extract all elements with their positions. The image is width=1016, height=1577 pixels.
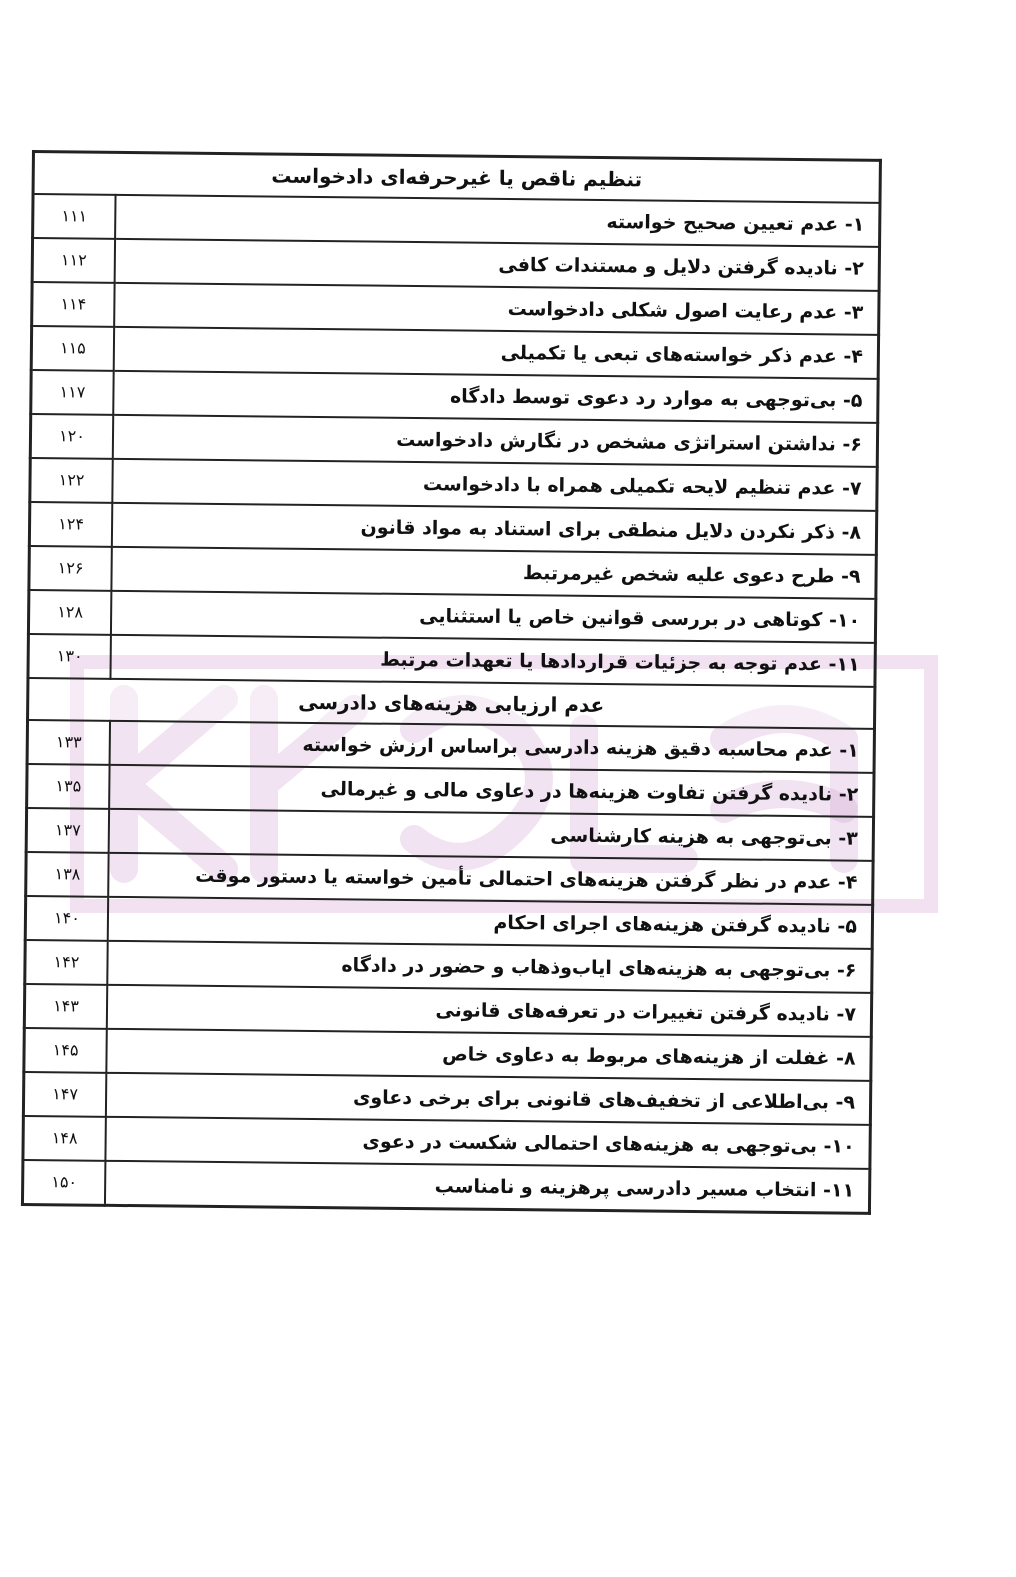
toc-entry-page-number: ۱۵۰ xyxy=(22,1160,105,1205)
toc-entry-page-number: ۱۱۱ xyxy=(33,194,116,239)
toc-entry-title: ۱۰- کوتاهی در بررسی قوانین خاص یا استثنایی xyxy=(111,591,876,643)
toc-entry-page-number: ۱۱۵ xyxy=(31,326,114,371)
toc-entry-title: ۵- نادیده گرفتن هزینه‌های اجرای احکام xyxy=(108,897,873,949)
toc-entry-page-number: ۱۱۲ xyxy=(32,238,115,283)
toc-entry-page-number: ۱۲۲ xyxy=(30,458,113,503)
toc-entry-title: ۳- بی‌توجهی به هزینه کارشناسی xyxy=(109,809,874,861)
toc-entry-title: ۳- عدم رعایت اصول شکلی دادخواست xyxy=(114,283,879,335)
toc-entry-page-number: ۱۱۷ xyxy=(31,370,114,415)
toc-entry-page-number: ۱۲۰ xyxy=(30,414,113,459)
toc-entry-title: ۲- نادیده گرفتن تفاوت هزینه‌ها در دعاوی مالی و غیرمالی xyxy=(109,765,874,817)
toc-entry-title: ۶- بی‌توجهی به هزینه‌های ایاب‌وذهاب و حضور در دادگاه xyxy=(107,941,872,993)
toc-entry-title: ۸- غفلت از هزینه‌های مربوط به دعاوی خاص xyxy=(106,1029,871,1081)
toc-entry-title: ۱۱- انتخاب مسیر دادرسی پرهزینه و نامناسب xyxy=(105,1161,870,1214)
toc-entry-page-number: ۱۴۷ xyxy=(23,1072,106,1117)
toc-entry-page-number: ۱۳۸ xyxy=(26,852,109,897)
table-of-contents xyxy=(21,150,882,1215)
toc-entry-title: ۱۱- عدم توجه به جزئیات قراردادها یا تعهدات مرتبط xyxy=(110,635,875,687)
toc-entry-page-number: ۱۲۸ xyxy=(28,590,111,635)
toc-entry-page-number: ۱۳۰ xyxy=(28,634,111,679)
toc-entry-page-number: ۱۳۷ xyxy=(26,808,109,853)
toc-entry-page-number: ۱۲۶ xyxy=(29,546,112,591)
toc-entry-title: ۸- ذکر نکردن دلایل منطقی برای استناد به مواد قانون xyxy=(112,503,877,555)
toc-entry-page-number: ۱۳۵ xyxy=(27,764,110,809)
toc-entry-page-number: ۱۴۸ xyxy=(23,1116,106,1161)
toc-entry-page-number: ۱۲۴ xyxy=(29,502,112,547)
toc-entry-title: ۱- عدم محاسبه دقیق هزینه دادرسی براساس ارزش خواسته xyxy=(110,721,875,773)
toc-entry-title: ۱- عدم تعیین صحیح خواسته xyxy=(115,195,880,247)
toc-entry-page-number: ۱۴۰ xyxy=(25,896,108,941)
toc-entry-title: ۹- بی‌اطلاعی از تخفیف‌های قانونی برای برخی دعاوی xyxy=(106,1073,871,1125)
toc-entry-page-number: ۱۳۳ xyxy=(27,720,110,765)
section-heading: تنظیم ناقص یا غیرحرفه‌ای دادخواست xyxy=(33,152,880,203)
toc-entry-page-number: ۱۴۳ xyxy=(24,984,107,1029)
toc-entry-page-number: ۱۴۲ xyxy=(25,940,108,985)
toc-entry-title: ۵- بی‌توجهی به موارد رد دعوی توسط دادگاه xyxy=(113,371,878,423)
toc-entry-title: ۴- عدم در نظر گرفتن هزینه‌های احتمالی تأمین خواسته یا دستور موقت xyxy=(108,853,873,905)
toc-entry-title: ۹- طرح دعوی علیه شخص غیرمرتبط xyxy=(111,547,876,599)
toc-body xyxy=(22,152,880,1214)
toc-entry-page-number: ۱۴۵ xyxy=(24,1028,107,1073)
section-heading: عدم ارزیابی هزینه‌های دادرسی xyxy=(28,678,875,729)
toc-entry-title: ۷- نادیده گرفتن تغییرات در تعرفه‌های قانونی xyxy=(107,985,872,1037)
toc-entry-title: ۱۰- بی‌توجهی به هزینه‌های احتمالی شکست در دعوی xyxy=(105,1117,870,1169)
toc-entry-title: ۶- نداشتن استراتژی مشخص در نگارش دادخواست xyxy=(113,415,878,467)
toc-entry-title: ۴- عدم ذکر خواسته‌های تبعی یا تکمیلی xyxy=(114,327,879,379)
toc-entry-title: ۷- عدم تنظیم لایحه تکمیلی همراه با دادخواست xyxy=(112,459,877,511)
toc-entry-title: ۲- نادیده گرفتن دلایل و مستندات کافی xyxy=(115,239,880,291)
toc-entry-row xyxy=(22,1160,869,1213)
toc-entry-page-number: ۱۱۴ xyxy=(32,282,115,327)
